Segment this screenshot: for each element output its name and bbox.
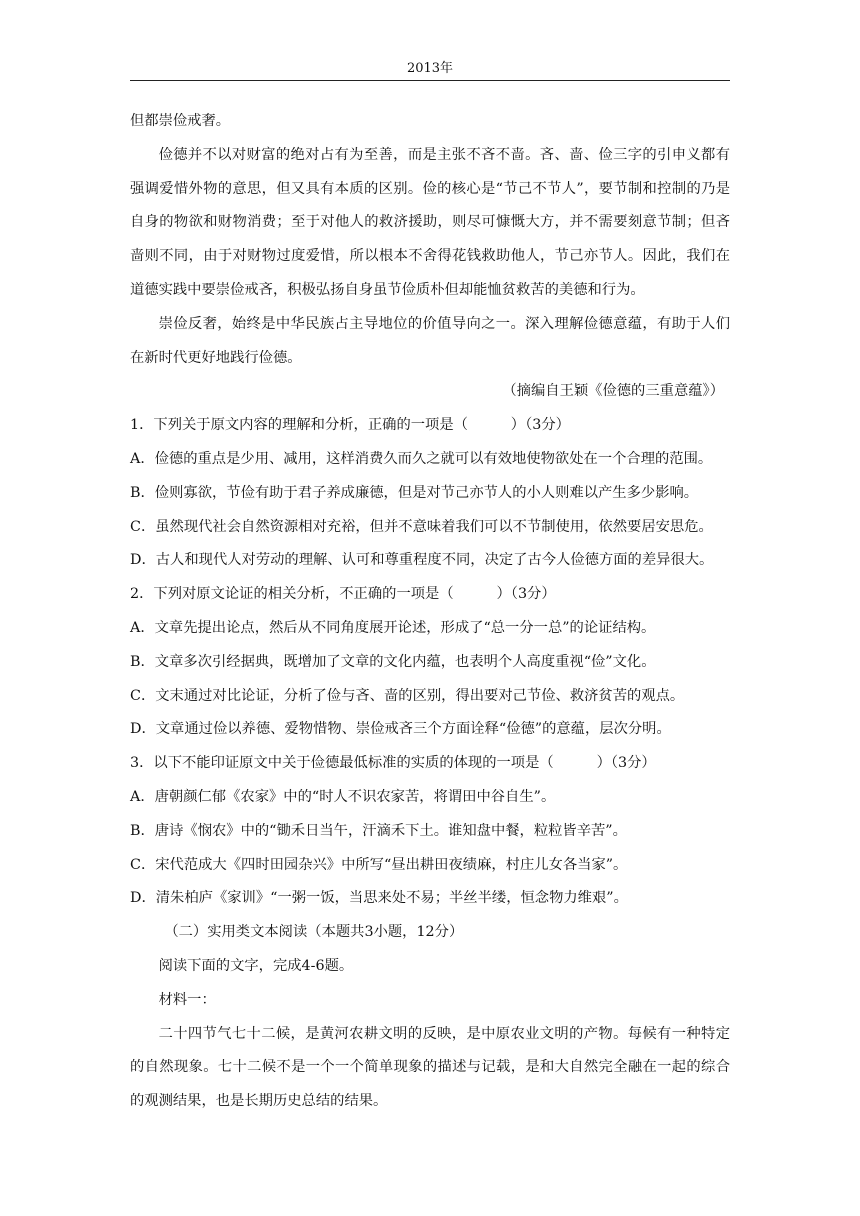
question-2-option-d: D．文章通过俭以养德、爱物惜物、崇俭戒吝三个方面诠释“俭德”的意蕴，层次分明。 <box>130 721 671 738</box>
page-header-year: 2013年 <box>406 61 454 76</box>
section-instruction: 阅读下面的文字，完成4-6题。 <box>158 957 354 974</box>
article-paragraph-2: 俭德并不以对财富的绝对占有为至善，而是主张不吝不啬。吝、啬、俭三字的引申义都有强调爱惜外物的意思，但又具有本质的区别。俭的核心是“节己不节人”，要节制和控制的乃是自身的物欲和财物消费；至于对他人的救济援助，则尽可慷慨大方，并不需要刻意节制；但吝啬则不同，由于对财物过度爱惜，所以根本不舍得花钱救助他人，节己亦节人。因此，我们在道德实践中要崇俭戒吝，积极弘扬自身虽节俭质朴但却能恤贫救苦的美德和行为。 <box>130 146 730 298</box>
question-3-stem: 3．以下不能印证原文中关于俭德最低标准的实质的体现的一项是（ ）（3分） <box>130 755 656 772</box>
article-paragraph-3: 崇俭反奢，始终是中华民族占主导地位的价值导向之一。深入理解俭德意蕴，有助于人们在新时代更好地践行俭德。 <box>130 315 730 366</box>
question-2-option-b: B．文章多次引经据典，既增加了文章的文化内蕴，也表明个人高度重视“俭”文化。 <box>130 653 656 670</box>
question-1-option-b: B．俭则寡欲，节俭有助于君子养成廉德，但是对节己亦节人的小人则难以产生多少影响。 <box>130 484 699 501</box>
question-1-stem: 1．下列关于原文内容的理解和分析，正确的一项是（ ）（3分） <box>130 417 570 434</box>
question-3-option-a: A．唐朝颜仁郁《农家》中的“时人不识农家苦，将谓田中谷自生”。 <box>130 788 556 805</box>
section-title: （二）实用类文本阅读（本题共3小题，12分） <box>164 924 464 941</box>
material-label: 材料一： <box>158 991 216 1008</box>
question-3-option-b: B．唐诗《悯农》中的“锄禾日当午，汗滴禾下土。谁知盘中餐，粒粒皆辛苦”。 <box>130 822 627 839</box>
question-1-option-c: C．虽然现代社会自然资源相对充裕，但并不意味着我们可以不节制使用，依然要居安思危。 <box>130 518 713 535</box>
question-2-stem: 2．下列对原文论证的相关分析，不正确的一项是（ ）（3分） <box>130 586 556 603</box>
article-paragraph-1: 但都崇俭戒奢。 <box>130 113 231 129</box>
question-3-option-d: D．清朱柏庐《家训》“一粥一饭，当思来处不易；半丝半缕，恒念物力维艰”。 <box>130 890 628 907</box>
question-1-option-d: D．古人和现代人对劳动的理解、认可和尊重程度不同，决定了古今人俭德方面的差异很大。 <box>130 552 714 569</box>
question-2-option-a: A．文章先提出论点，然后从不同角度展开论述，形成了“总一分一总”的论证结构。 <box>130 619 656 636</box>
header-divider <box>130 80 730 81</box>
article-source: （摘编自王颖《俭德的三重意蕴》） <box>502 383 724 400</box>
document-body <box>130 105 730 1119</box>
material-paragraph: 二十四节气七十二候，是黄河农耕文明的反映，是中原农业文明的产物。每候有一种特定的自然现象。七十二候不是一个一个简单现象的描述与记载，是和大自然完全融在一起的综合的观测结果，也是长期历史总结的结果。 <box>130 1025 730 1110</box>
question-1-option-a: A．俭德的重点是少用、减用，这样消费久而久之就可以有效地使物欲处在一个合理的范围。 <box>130 450 713 467</box>
question-2-option-c: C．文末通过对比论证，分析了俭与吝、啬的区别，得出要对己节俭、救济贫苦的观点。 <box>130 687 685 704</box>
question-3-option-c: C．宋代范成大《四时田园杂兴》中所写“昼出耕田夜绩麻，村庄儿女各当家”。 <box>130 856 628 873</box>
